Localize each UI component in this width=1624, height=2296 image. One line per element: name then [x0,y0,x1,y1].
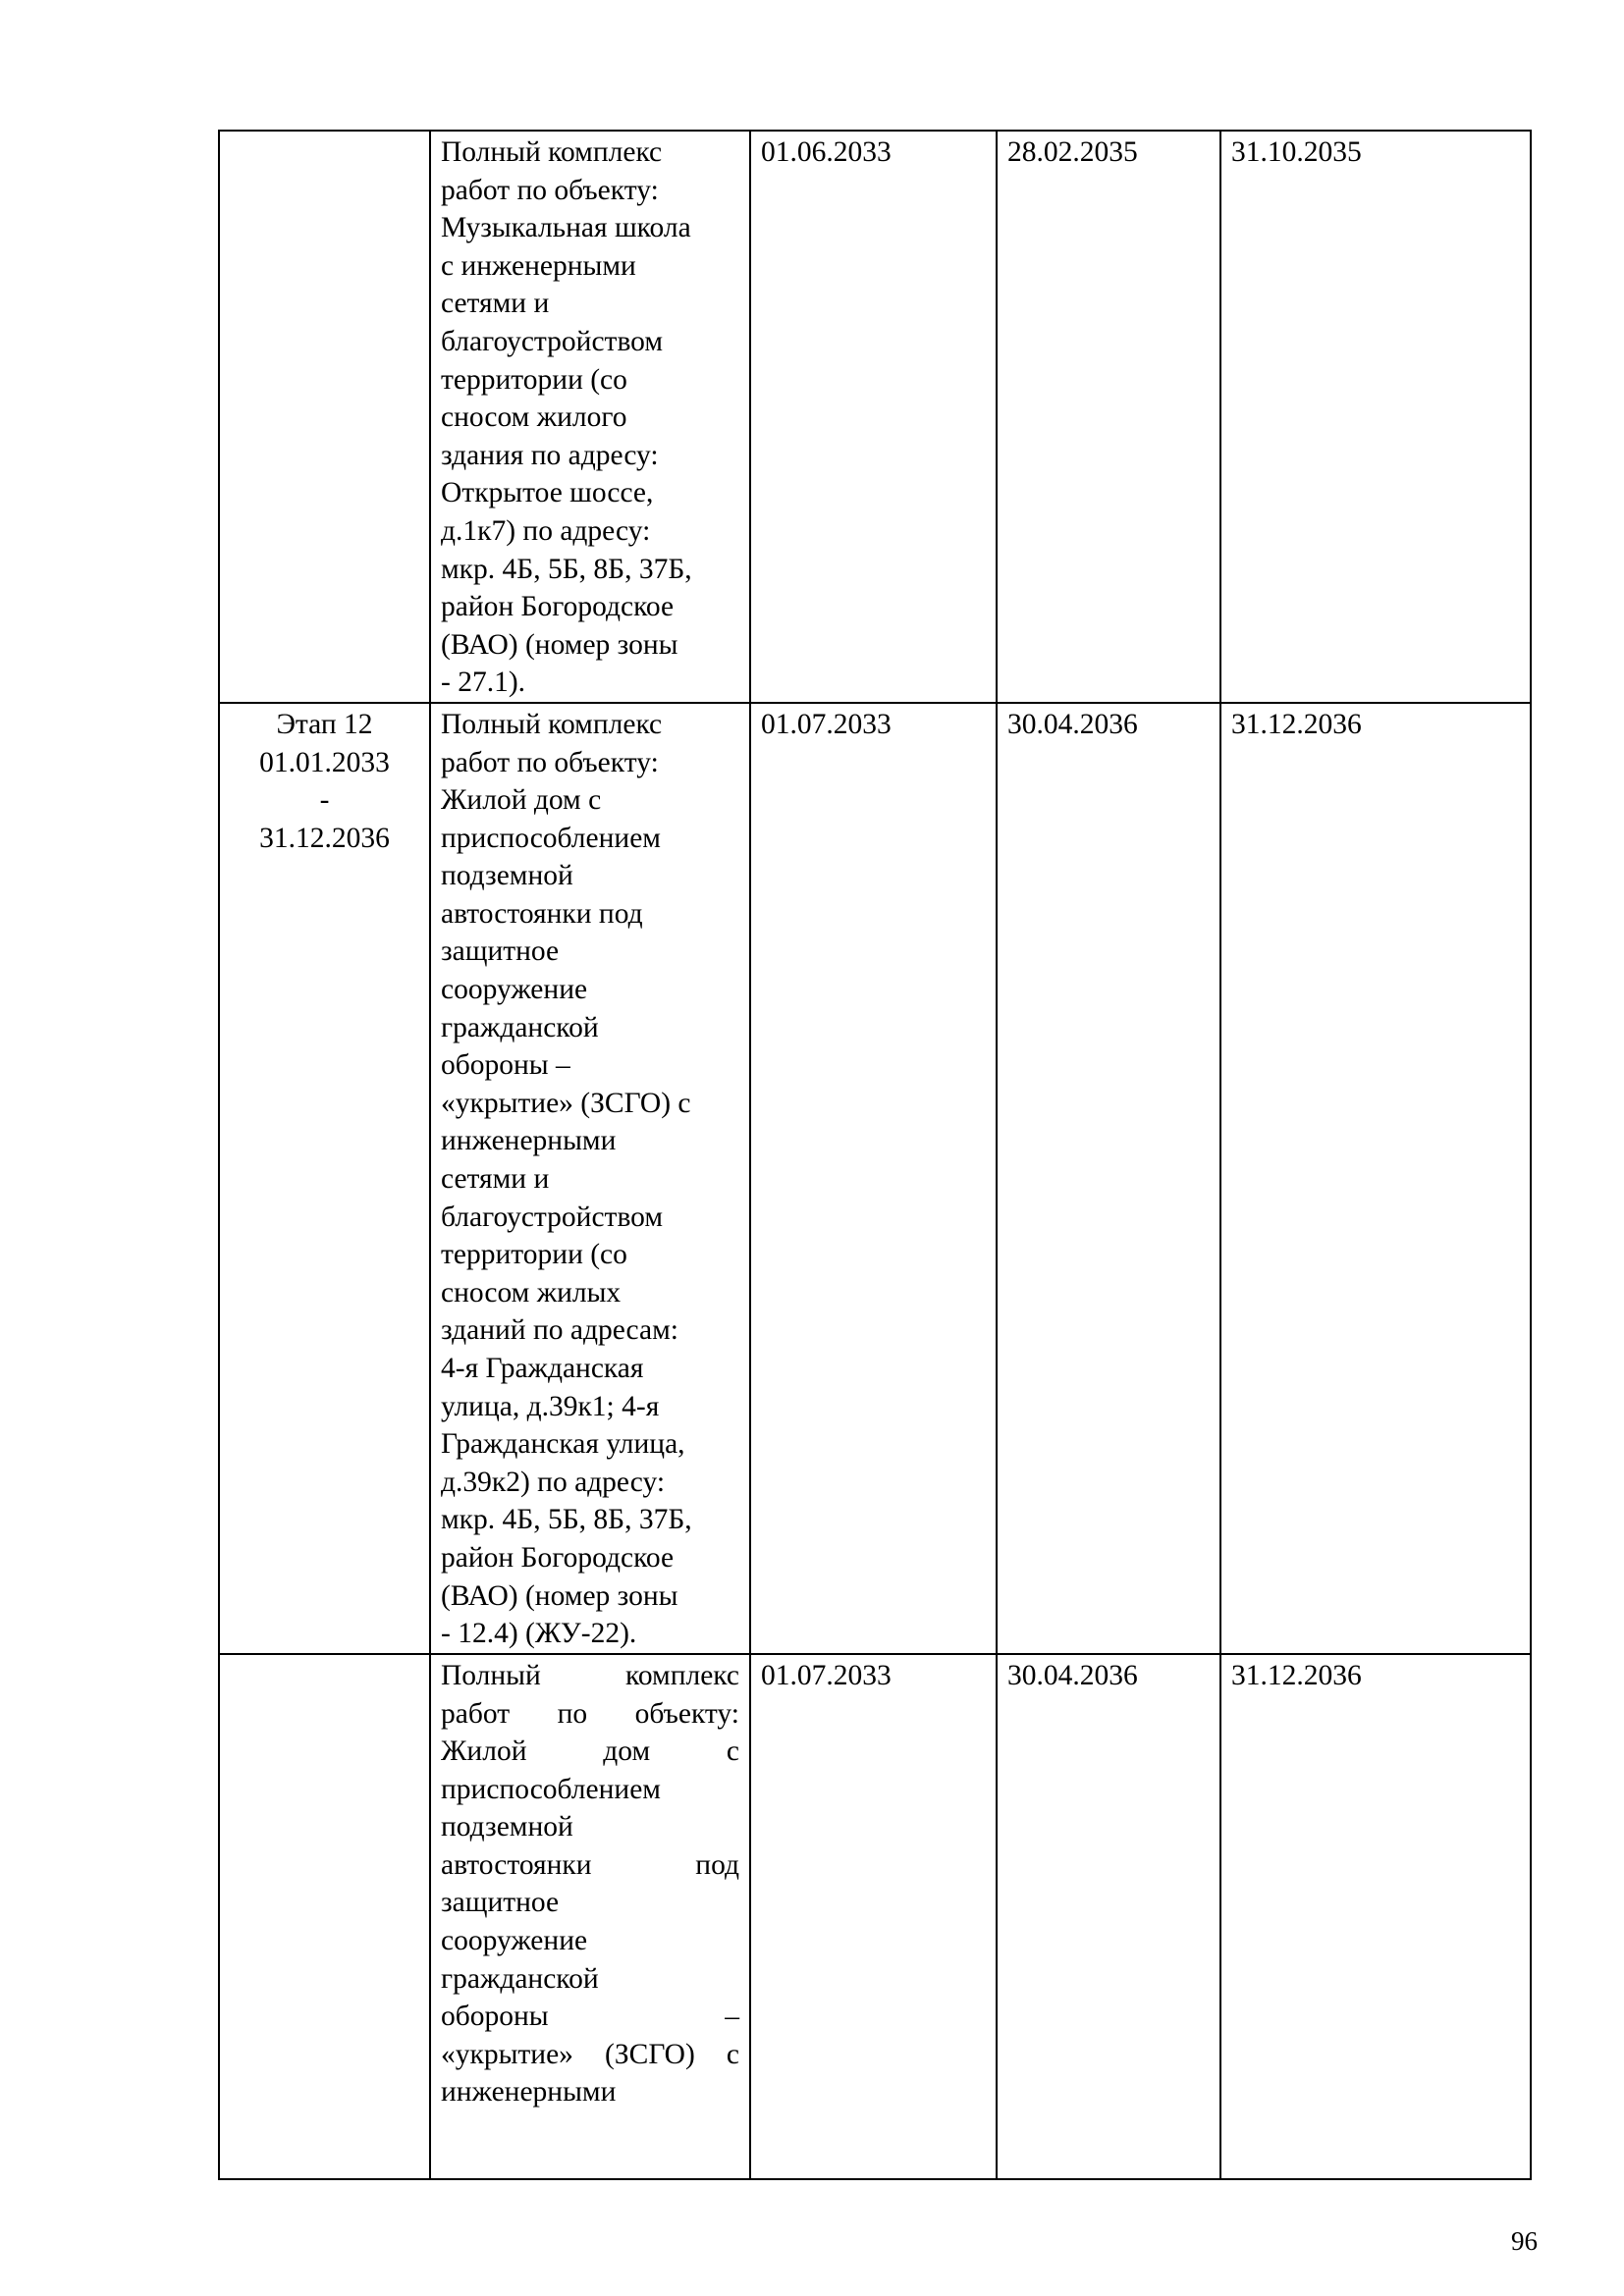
end-date-cell: 31.12.2036 [1220,1654,1531,2179]
description-word: защитное [441,1887,560,1919]
description-line: сооружение [441,974,588,1006]
description-line [441,1884,739,1922]
description-line: сетями и [441,1163,550,1196]
description-line: территории (со [441,363,627,396]
description-line [441,2073,739,2111]
description-word: с [726,2038,739,2070]
description-line: д.1к7) по адресу: [441,514,651,547]
description-line: работ по объекту: [441,174,659,206]
description-word: Жилой [441,1735,527,1768]
description-line: автостоянки под [441,897,643,930]
description-line [441,1960,739,1999]
description-line: Полный комплекс [441,708,663,740]
description-word: обороны [441,2001,549,2033]
table-row [219,131,1531,703]
start-date-cell: 01.06.2033 [750,131,997,703]
description-word: по [557,1697,588,1730]
description-line: улица, д.39к1; 4-я [441,1390,660,1422]
description-line: сносом жилых [441,1276,622,1308]
description-line: с инженерными [441,249,636,282]
stage-start-date: 01.01.2033 [259,746,390,778]
description-word: дом [603,1735,651,1768]
end-date-cell: 31.10.2035 [1220,131,1531,703]
description-line [441,2036,739,2074]
description-line: д.39к2) по адресу: [441,1466,666,1498]
description-line: обороны – [441,1049,570,1082]
description-word: инженерными [441,2076,617,2109]
start-date-cell: 01.07.2033 [750,703,997,1654]
description-word: «укрытие» [441,2038,573,2070]
description-line: подземной [441,860,573,892]
description-word: подземной [441,1811,573,1843]
description-line: Открытое шоссе, [441,477,654,509]
description-word: работ [441,1697,511,1730]
description-line: (ВАО) (номер зоны [441,628,678,661]
description-line [441,1808,739,1846]
table-row [219,1654,1531,2179]
stage-cell [219,131,430,703]
stage-date-separator: - [319,784,330,817]
description-line: работ по объекту: [441,746,659,778]
description-word: комплекс [625,1659,739,1691]
stage-cell [219,703,430,1654]
description-line: инженерными [441,1125,617,1157]
description-line: - 27.1). [441,667,526,699]
description-line: Полный комплекс [441,136,663,168]
description-line: приспособлением [441,822,661,854]
description-line: территории (со [441,1239,627,1271]
description-line: мкр. 4Б, 5Б, 8Б, 37Б, [441,1504,692,1536]
end-date-cell: 31.12.2036 [1220,703,1531,1654]
stage-end-date: 31.12.2036 [259,822,390,854]
description-line: район Богородское [441,591,675,623]
description-line: сносом жилого [441,401,627,434]
description-line: «укрытие» (ЗСГО) с [441,1087,691,1119]
description-line: (ВАО) (номер зоны [441,1579,678,1612]
description-line: защитное [441,935,560,968]
description-line: мкр. 4Б, 5Б, 8Б, 37Б, [441,553,692,585]
description-cell [430,131,750,703]
description-line: зданий по адресам: [441,1314,678,1347]
start-date-cell: 01.07.2033 [750,1654,997,2179]
completion-date-cell: 30.04.2036 [997,703,1220,1654]
description-line [441,1657,739,1695]
description-cell [430,703,750,1654]
description-line: Жилой дом с [441,784,602,817]
page-number: 96 [1511,2226,1538,2256]
description-line: благоустройством [441,325,664,357]
description-line: район Богородское [441,1541,675,1574]
completion-date-cell: 30.04.2036 [997,1654,1220,2179]
table-row [219,703,1531,1654]
description-line: благоустройством [441,1201,664,1233]
description-word: под [695,1848,739,1881]
description-line [441,1771,739,1809]
description-line [441,1998,739,2036]
description-word: объекту: [634,1697,739,1730]
description-word: с [726,1735,739,1768]
description-line: Музыкальная школа [441,212,691,244]
description-line [441,1846,739,1885]
schedule-table [218,130,1532,2180]
stage-title: Этап 12 [276,708,373,740]
description-word: сооружение [441,1925,588,1957]
description-line [441,1922,739,1960]
description-word: Полный [441,1659,541,1691]
description-cell [430,1654,750,2179]
description-line: сетями и [441,288,550,320]
completion-date-cell: 28.02.2035 [997,131,1220,703]
description-line: гражданской [441,1011,599,1043]
description-word: – [725,2001,739,2033]
description-word: приспособлением [441,1773,661,1805]
description-line [441,1695,739,1734]
description-line: 4-я Гражданская [441,1353,644,1384]
description-word: автостоянки [441,1848,592,1881]
description-line: Гражданская улица, [441,1428,685,1461]
description-line: - 12.4) (ЖУ-22). [441,1618,637,1650]
stage-cell [219,1654,430,2179]
description-line: здания по адресу: [441,439,659,471]
description-word: (ЗСГО) [605,2038,695,2070]
description-word: гражданской [441,1962,599,1995]
description-line [441,1733,739,1771]
